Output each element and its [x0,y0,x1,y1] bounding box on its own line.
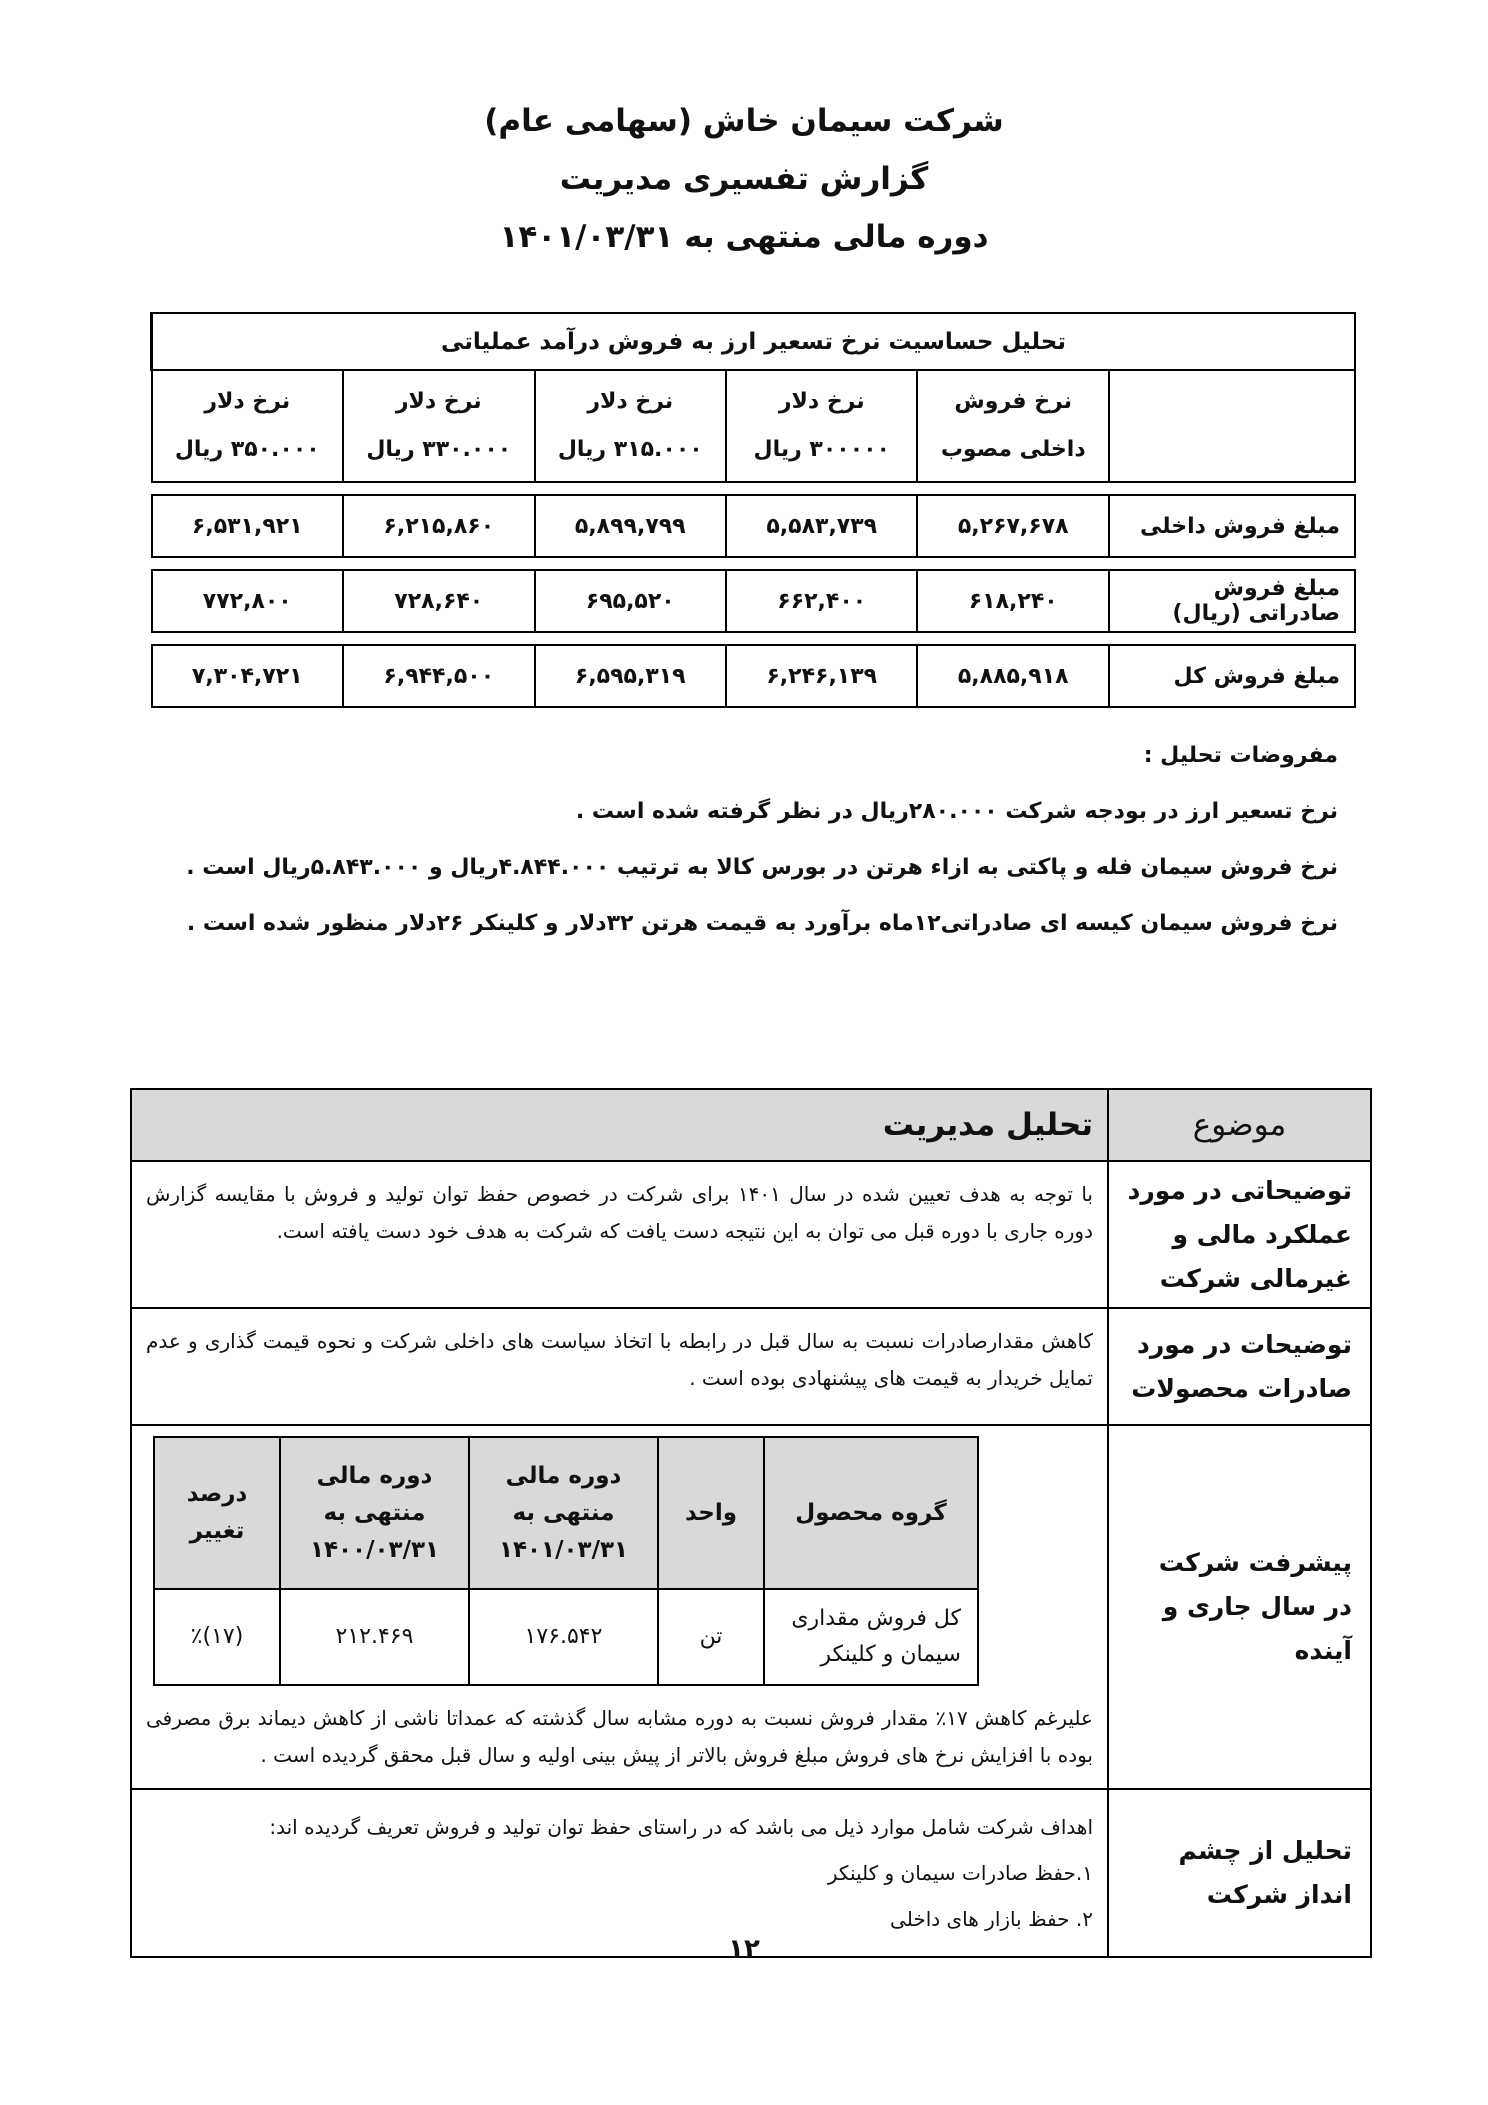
company-name: شرکت سیمان خاش (سهامی عام) [484,103,1004,139]
analysis-text: کاهش مقدارصادرات نسبت به سال قبل در رابطه با اتخاذ سیاست های داخلی شرکت و نحوه قیمت گذاری و عدم تمایل خریدار به قیمت های پیشنهادی بوده است . [131,1308,1108,1425]
inner-header: گروه محصول [764,1437,978,1589]
table-cell: ۷۲۸,۶۴۰ [343,570,534,632]
analysis-row [131,1161,1371,1308]
column-header: نرخ فروش داخلی مصوب [917,370,1108,482]
report-period: دوره مالی منتهی به ۱۴۰۱/۰۳/۳۱ [499,219,989,255]
table-cell: ۶,۲۴۶,۱۳۹ [726,645,917,707]
analysis-list [131,1789,1108,1957]
column-header: نرخ دلار ۳۵۰.۰۰۰ ریال [152,370,344,482]
sensitivity-caption: تحلیل حساسیت نرخ تسعیر ارز به فروش درآمد عملیاتی [152,313,1356,370]
column-header: نرخ دلار ۳۱۵.۰۰۰ ریال [535,370,726,482]
column-header: نرخ دلار ۳۰۰۰۰۰ ریال [726,370,917,482]
inner-cell: کل فروش مقداری سیمان و کلینکر [764,1589,978,1685]
header-management-analysis: تحلیل مدیریت [131,1089,1108,1161]
inner-cell: ۱۷۶.۵۴۲ [469,1589,658,1685]
assumptions-title: مفروضات تحلیل : [1143,743,1338,768]
analysis-text: علیرغم کاهش ۱۷٪ مقدار فروش نسبت به دوره مشابه سال گذشته که عمداتا ناشی از کاهش دیماند برق مصرفی بوده با افزایش نرخ های فروش مبلغ فروش بالاتر از پیش بینی اولیه و سال قبل محقق گردیده است . [146,1706,1093,1767]
inner-header: درصد تغییر [154,1437,280,1589]
table-cell: ۶۱۸,۲۴۰ [917,570,1108,632]
table-cell: ۷,۳۰۴,۷۲۱ [152,645,344,707]
column-header: نرخ دلار ۳۳۰.۰۰۰ ریال [343,370,534,482]
list-item: ۱.حفظ صادرات سیمان و کلینکر [827,1861,1093,1885]
table-cell: ۵,۸۸۵,۹۱۸ [917,645,1108,707]
row-spacer [152,632,1356,645]
row-spacer [152,482,1356,495]
table-cell: ۵,۸۹۹,۷۹۹ [535,495,726,557]
table-cell: ۶,۹۴۴,۵۰۰ [343,645,534,707]
list-item: اهداف شرکت شامل موارد ذیل می باشد که در راستای حفظ توان تولید و فروش تعریف گردیده اند: [269,1815,1093,1839]
row-label: مبلغ فروش کل [1109,645,1355,707]
table-cell: ۶۶۲,۴۰۰ [726,570,917,632]
analysis-text: با توجه به هدف تعیین شده در سال ۱۴۰۱ برای شرکت در خصوص حفظ توان تولید و فروش با مقایسه گزارش دوره جاری با دوره قبل می توان به این نتیجه دست یافت که شرکت به هدف خود دست یافته است. [131,1161,1108,1308]
assumption-line: نرخ فروش سیمان فله و پاکتی به ازاء هرتن در بورس کالا به ترتیب ۴.۸۴۴.۰۰۰ریال و ۵.۸۴۳.۰۰۰ریال است . [186,855,1338,880]
document-header [0,92,1488,266]
table-cell: ۶,۵۹۵,۳۱۹ [535,645,726,707]
table-cell: ۶۹۵,۵۲۰ [535,570,726,632]
table-cell: ۷۷۲,۸۰۰ [152,570,344,632]
header-topic: موضوع [1108,1089,1371,1161]
row-label: مبلغ فروش داخلی [1109,495,1355,557]
inner-header: دوره مالی منتهی به ۱۴۰۱/۰۳/۳۱ [469,1437,658,1589]
sensitivity-table [150,312,1356,708]
table-cell: ۵,۵۸۳,۷۳۹ [726,495,917,557]
topic-cell: تحلیل از چشم انداز شرکت [1108,1789,1371,1957]
table-row [152,645,1356,707]
analysis-row [131,1789,1371,1957]
analysis-row [131,1425,1371,1789]
table-cell: ۶,۲۱۵,۸۶۰ [343,495,534,557]
sales-quantity-table [153,1436,979,1686]
topic-cell: پیشرفت شرکت در سال جاری و آینده [1108,1425,1371,1789]
inner-header: واحد [658,1437,764,1589]
page-number: ۱۲ [728,1934,760,1964]
inner-header: دوره مالی منتهی به ۱۴۰۰/۰۳/۳۱ [280,1437,469,1589]
list-item: ۲. حفظ بازار های داخلی [890,1907,1093,1931]
report-title: گزارش تفسیری مدیریت [559,161,929,197]
analysis-row [131,1308,1371,1425]
inner-cell: تن [658,1589,764,1685]
inner-cell: (۱۷)٪ [154,1589,280,1685]
inner-cell: ۲۱۲.۴۶۹ [280,1589,469,1685]
assumptions-section [138,728,1338,952]
assumption-line: نرخ فروش سیمان کیسه ای صادراتی۱۲ماه برآورد به قیمت هرتن ۳۲دلار و کلینکر ۲۶دلار منظور شده است . [186,911,1338,936]
assumption-line: نرخ تسعیر ارز در بودجه شرکت ۲۸۰.۰۰۰ریال در نظر گرفته شده است . [575,799,1338,824]
row-spacer [152,557,1356,570]
table-row [152,495,1356,557]
table-cell: ۶,۵۳۱,۹۲۱ [152,495,344,557]
table-cell: ۵,۲۶۷,۶۷۸ [917,495,1108,557]
topic-cell: توضیحاتی در مورد عملکرد مالی و غیرمالی شرکت [1108,1161,1371,1308]
table-row [154,1589,978,1685]
management-analysis-table [130,1088,1372,1958]
row-label: مبلغ فروش صادراتی (ریال) [1109,570,1355,632]
table-row [152,570,1356,632]
header-empty-cell [1109,370,1355,482]
topic-cell: توضیحات در مورد صادرات محصولات [1108,1308,1371,1425]
